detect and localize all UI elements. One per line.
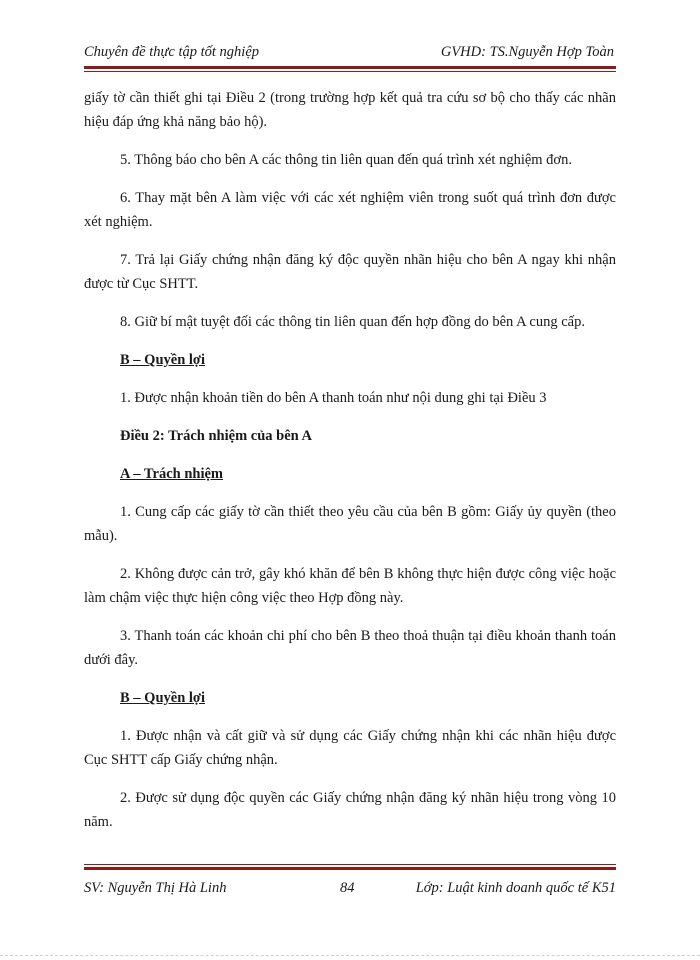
footer-rule-thick <box>84 867 616 870</box>
heading-text: A – Trách nhiệm <box>120 466 223 482</box>
paragraph: 1. Cung cấp các giấy tờ cần thiết theo yêu cầu của bên B gồm: Giấy ủy quyền (theo mẫu). <box>84 504 616 544</box>
paragraph: 7. Trả lại Giấy chứng nhận đăng ký độc quyền nhãn hiệu cho bên A ngay khi nhận được từ Cục SHTT. <box>84 252 616 292</box>
paragraph: 8. Giữ bí mật tuyệt đối các thông tin liên quan đến hợp đồng do bên A cung cấp. <box>120 314 585 330</box>
page-number: 84 <box>340 880 355 896</box>
paragraph: 2. Được sử dụng độc quyền các Giấy chứng nhận đăng ký nhãn hiệu trong vòng 10 năm. <box>84 790 616 830</box>
header-rule-thin <box>84 71 616 72</box>
header-rule-thick <box>84 66 616 69</box>
article-heading: Điều 2: Trách nhiệm của bên A <box>120 428 313 444</box>
paragraph: 5. Thông báo cho bên A các thông tin liên quan đến quá trình xét nghiệm đơn. <box>120 152 572 168</box>
page-body <box>84 86 616 848</box>
paragraph: giấy tờ cần thiết ghi tại Điều 2 (trong trường hợp kết quả tra cứu sơ bộ cho thấy các nhãn hiệu đáp ứng khả năng bảo hộ). <box>84 90 616 130</box>
paragraph: 1. Được nhận khoản tiền do bên A thanh toán như nội dung ghi tại Điều 3 <box>120 390 547 406</box>
section-heading <box>84 348 616 372</box>
heading-text: B – Quyền lợi <box>120 690 205 706</box>
header-advisor: GVHD: TS.Nguyễn Hợp Toàn <box>440 44 614 60</box>
paragraph: 1. Được nhận và cất giữ và sử dụng các Giấy chứng nhận khi các nhãn hiệu được Cục SHTT cấp Giấy chứng nhận. <box>84 728 616 768</box>
section-heading <box>84 686 616 710</box>
page-header <box>84 44 614 64</box>
page-boundary <box>0 955 700 956</box>
footer-student: SV: Nguyễn Thị Hà Linh <box>84 880 227 896</box>
header-title: Chuyên đề thực tập tốt nghiệp <box>84 44 260 60</box>
paragraph: 6. Thay mặt bên A làm việc với các xét nghiệm viên trong suốt quá trình đơn được xét nghiệm. <box>84 190 616 230</box>
section-heading <box>84 462 616 486</box>
footer-rule-thin <box>84 864 616 865</box>
page-footer <box>84 880 616 900</box>
footer-class: Lớp: Luật kinh doanh quốc tế K51 <box>415 880 616 896</box>
heading-text: B – Quyền lợi <box>120 352 205 368</box>
paragraph: 3. Thanh toán các khoản chi phí cho bên B theo thoả thuận tại điều khoản thanh toán dưới đây. <box>84 628 616 668</box>
paragraph: 2. Không được cản trở, gây khó khăn để bên B không thực hiện được công việc hoặc làm chậm việc thực hiện công việc theo Hợp đồng này. <box>84 566 616 606</box>
